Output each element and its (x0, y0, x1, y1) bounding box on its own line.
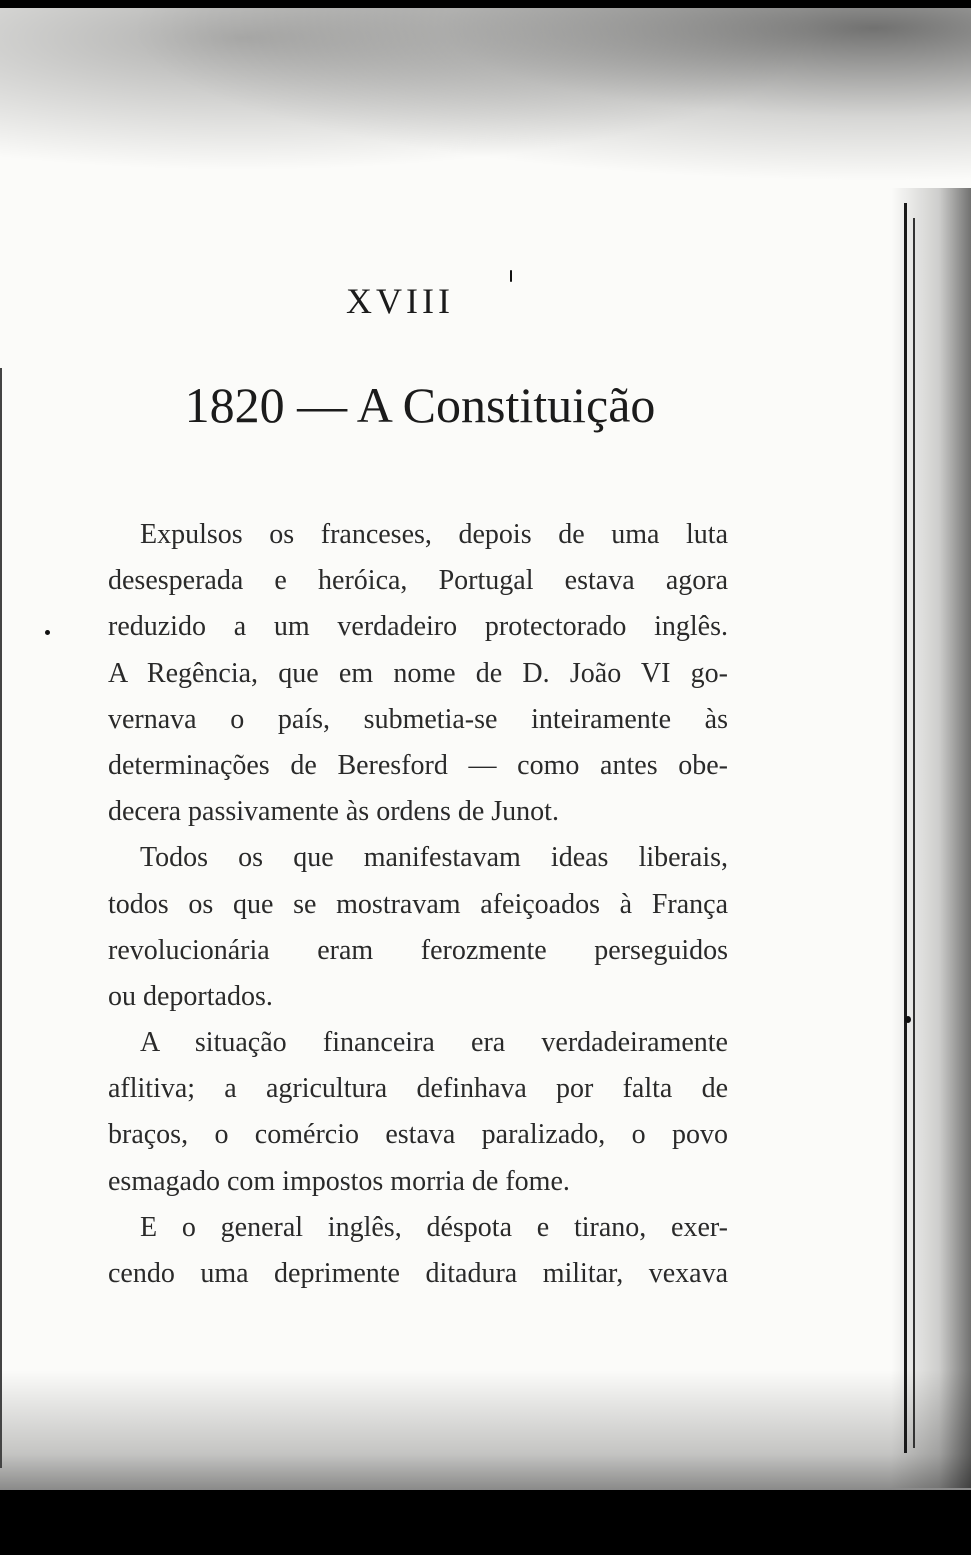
text-line: E o general inglês, déspota e tirano, exer- (140, 1211, 728, 1243)
text-line: Todos os que manifestavam ideas liberais, (140, 842, 728, 874)
text-line: ou deportados. (108, 980, 273, 1012)
text-line: revolucionária eram ferozmente perseguidos (108, 934, 728, 966)
chapter-title: 1820 — A Constituição (184, 377, 656, 433)
text-line: A situação financeira era verdadeiramente (140, 1027, 728, 1059)
text-line: cendo uma deprimente ditadura militar, vexava (108, 1258, 728, 1289)
page-edge-line (904, 203, 907, 1453)
text-line: determinações de Beresford — como antes obe- (108, 749, 728, 781)
text-line: esmagado com impostos morria de fome. (108, 1165, 570, 1197)
chapter-number: XVIII (346, 281, 454, 321)
scan-shadow-top (0, 8, 971, 208)
book-page (0, 8, 971, 1490)
scan-speck (905, 1016, 911, 1023)
text-line: decera passivamente às ordens de Junot. (108, 796, 559, 828)
text-line: A Regência, que em nome de D. João VI go- (108, 657, 728, 689)
scan-speck (510, 270, 512, 282)
text-line: braços, o comércio estava paralizado, o povo (108, 1119, 728, 1151)
text-line: todos os que se mostravam afeiçoados à França (108, 888, 728, 920)
scan-shadow-right (891, 188, 971, 1488)
text-line: aflitiva; a agricultura definhava por falta de (108, 1073, 728, 1105)
scan-shadow-bottom (0, 1370, 971, 1490)
text-line: desesperada e heróica, Portugal estava agora (108, 565, 728, 597)
page-edge-line (913, 218, 915, 1448)
chapter-body (108, 512, 728, 1297)
text-line: vernava o país, submetia-se inteiramente às (108, 703, 728, 735)
text-line: Expulsos os franceses, depois de uma luta (140, 519, 728, 550)
text-line: reduzido a um verdadeiro protectorado inglês. (108, 611, 728, 643)
scan-speck (45, 630, 50, 635)
page-edge-line (0, 368, 2, 1468)
